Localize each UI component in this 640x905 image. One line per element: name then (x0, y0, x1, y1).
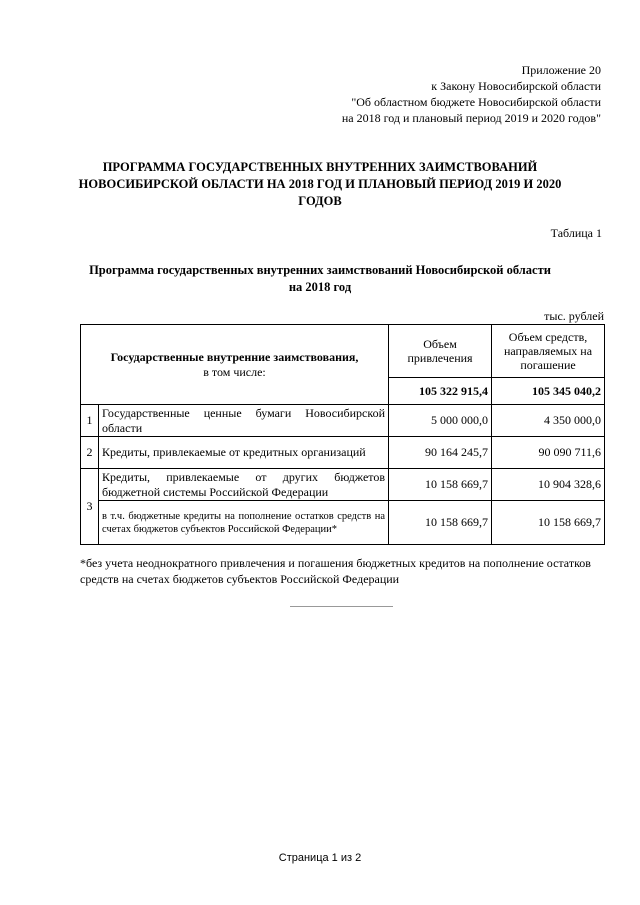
document-title (60, 159, 580, 210)
row-repay: 90 090 711,6 (492, 437, 605, 469)
units-label: тыс. рублей (544, 309, 604, 323)
appendix-line-4: на 2018 год и плановый период 2019 и 2020 годов" (341, 111, 601, 125)
table-row (81, 469, 605, 501)
table-row (81, 405, 605, 437)
row-repay: 4 350 000,0 (492, 405, 605, 437)
document-title-line-2: НОВОСИБИРСКОЙ ОБЛАСТИ НА 2018 ГОД И ПЛАНОВЫЙ ПЕРИОД 2019 И 2020 (78, 177, 562, 191)
total-raise: 105 322 915,4 (389, 378, 492, 405)
separator-line (290, 606, 393, 607)
appendix-line-2: к Закону Новосибирской области (431, 79, 601, 93)
total-repay: 105 345 040,2 (492, 378, 605, 405)
row-raise: 10 158 669,7 (389, 501, 492, 545)
row-number: 3 (81, 469, 99, 545)
appendix-line-3: "Об областном бюджете Новосибирской области (351, 95, 601, 109)
table-title-line-1: Программа государственных внутренних заимствований Новосибирской области (89, 263, 551, 277)
row-number: 2 (81, 437, 99, 469)
table-title-line-2: на 2018 год (288, 280, 352, 294)
row-repay: 10 158 669,7 (492, 501, 605, 545)
table-title (60, 262, 580, 296)
header-main-subtitle: в том числе: (203, 364, 266, 379)
table-header-row (81, 325, 605, 378)
header-main-title: Государственные внутренние заимствования, (110, 349, 359, 364)
row-name: в т.ч. бюджетные кредиты на пополнение остатков средств на счетах бюджетов субъектов Российской Федерации* (99, 501, 389, 545)
table-row (81, 501, 605, 545)
appendix-header (342, 62, 601, 126)
row-raise: 90 164 245,7 (389, 437, 492, 469)
row-repay: 10 904 328,6 (492, 469, 605, 501)
header-main-cell (81, 325, 389, 405)
row-name: Кредиты, привлекаемые от кредитных организаций (99, 437, 389, 469)
row-raise: 5 000 000,0 (389, 405, 492, 437)
document-title-line-1: ПРОГРАММА ГОСУДАРСТВЕННЫХ ВНУТРЕННИХ ЗАИМСТВОВАНИЙ (102, 160, 538, 174)
table-number: Таблица 1 (550, 226, 602, 240)
row-number: 1 (81, 405, 99, 437)
header-repay-cell: Объем средств, направляемых на погашение (492, 325, 605, 378)
borrowing-table (80, 324, 605, 545)
page-number: Страница 1 из 2 (278, 852, 362, 864)
table-row (81, 437, 605, 469)
row-raise: 10 158 669,7 (389, 469, 492, 501)
header-raise-cell: Объем привлечения (389, 325, 492, 378)
footnote: *без учета неоднократного привлечения и погашения бюджетных кредитов на пополнение остатков средств на счетах бюджетов субъектов Российской Федерации (80, 556, 591, 586)
row-name: Государственные ценные бумаги Новосибирской области (99, 405, 389, 437)
appendix-line-1: Приложение 20 (521, 63, 601, 77)
row-name: Кредиты, привлекаемые от других бюджетов бюджетной системы Российской Федерации (99, 469, 389, 501)
document-title-line-3: ГОДОВ (298, 194, 342, 208)
